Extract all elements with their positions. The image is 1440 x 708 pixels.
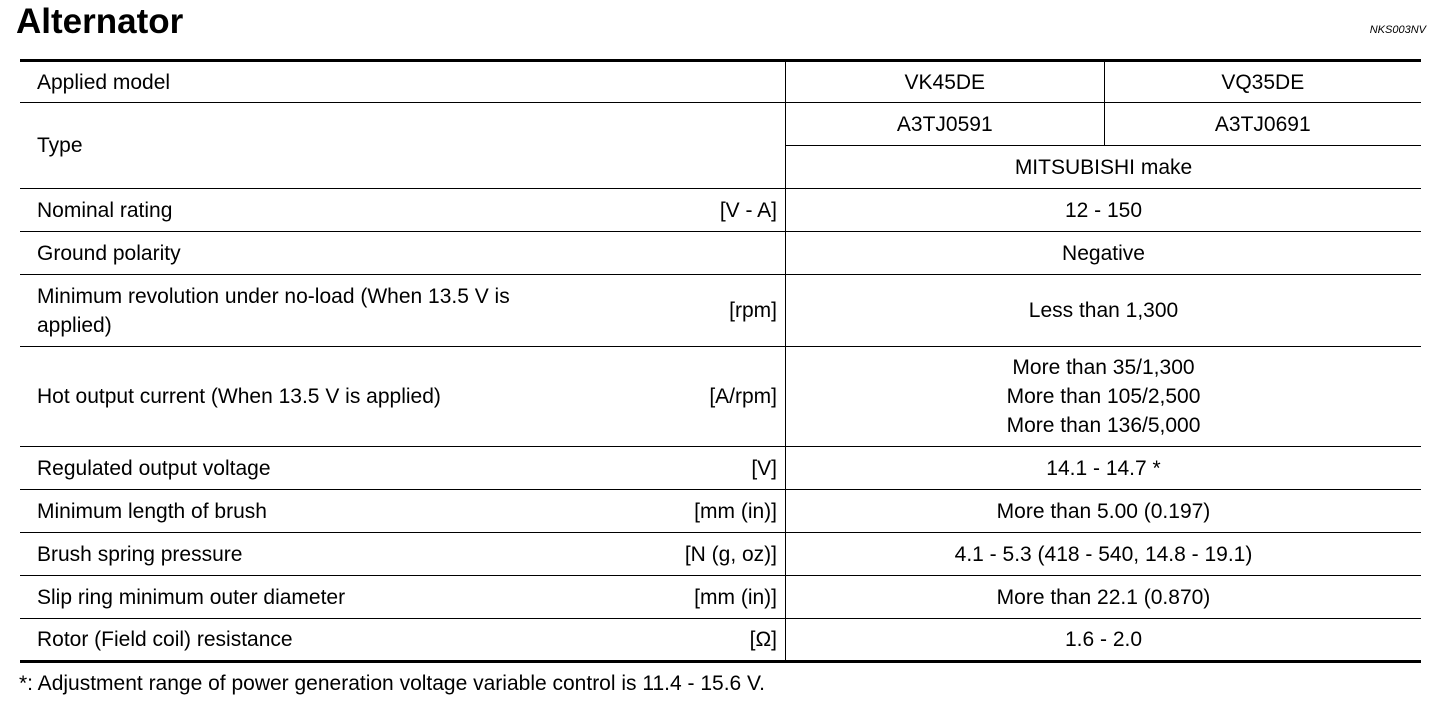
row-label-text: Minimum revolution under no-load (When 13.5 V is applied): [37, 284, 510, 337]
row-unit: [Ω]: [597, 619, 786, 662]
table-row: [20, 103, 1421, 146]
row-label: Type: [20, 103, 597, 189]
page-title: Alternator: [16, 2, 184, 41]
type-code-vk45de: A3TJ0591: [786, 103, 1105, 146]
row-unit: [V - A]: [597, 189, 786, 232]
row-label: Minimum length of brush: [20, 490, 597, 533]
row-unit: [mm (in)]: [597, 576, 786, 619]
table-row: [20, 619, 1421, 662]
row-label: Hot output current (When 13.5 V is applied): [20, 347, 597, 447]
row-label: Brush spring pressure: [20, 533, 597, 576]
row-unit: [597, 61, 786, 103]
value-line: More than 35/1,300: [1012, 356, 1195, 379]
row-label: Slip ring minimum outer diameter: [20, 576, 597, 619]
table-row: [20, 275, 1421, 347]
row-unit: [rpm]: [597, 275, 786, 347]
model-vq35de: VQ35DE: [1104, 61, 1421, 103]
row-label: [20, 275, 597, 347]
document-code: NKS003NV: [1369, 24, 1426, 36]
type-code-vq35de: A3TJ0691: [1104, 103, 1421, 146]
row-value: More than 22.1 (0.870): [786, 576, 1422, 619]
row-value: Less than 1,300: [786, 275, 1422, 347]
row-value: More than 5.00 (0.197): [786, 490, 1422, 533]
row-value: 12 - 150: [786, 189, 1422, 232]
type-make: MITSUBISHI make: [786, 146, 1422, 189]
row-unit: [597, 103, 786, 189]
table-row: [20, 189, 1421, 232]
row-value: 14.1 - 14.7 *: [786, 447, 1422, 490]
row-value: [786, 347, 1422, 447]
row-unit: [N (g, oz)]: [597, 533, 786, 576]
row-value: 4.1 - 5.3 (418 - 540, 14.8 - 19.1): [786, 533, 1422, 576]
spec-table: [20, 59, 1421, 663]
row-value: Negative: [786, 232, 1422, 275]
table-row: [20, 61, 1421, 103]
table-row: [20, 347, 1421, 447]
table-row: [20, 533, 1421, 576]
row-unit: [A/rpm]: [597, 347, 786, 447]
footnote: *: Adjustment range of power generation voltage variable control is 11.4 - 15.6 V.: [19, 672, 765, 695]
table-row: [20, 490, 1421, 533]
row-label: Applied model: [20, 61, 597, 103]
table-row: [20, 576, 1421, 619]
table-row: [20, 232, 1421, 275]
row-unit: [V]: [597, 447, 786, 490]
model-vk45de: VK45DE: [786, 61, 1105, 103]
row-unit: [mm (in)]: [597, 490, 786, 533]
row-label: Nominal rating: [20, 189, 597, 232]
row-label: Ground polarity: [20, 232, 597, 275]
table-row: [20, 447, 1421, 490]
row-label: Rotor (Field coil) resistance: [20, 619, 597, 662]
row-unit: [597, 232, 786, 275]
value-line: More than 136/5,000: [1006, 414, 1201, 437]
value-line: More than 105/2,500: [1006, 385, 1201, 408]
row-value: 1.6 - 2.0: [786, 619, 1422, 662]
row-label: Regulated output voltage: [20, 447, 597, 490]
